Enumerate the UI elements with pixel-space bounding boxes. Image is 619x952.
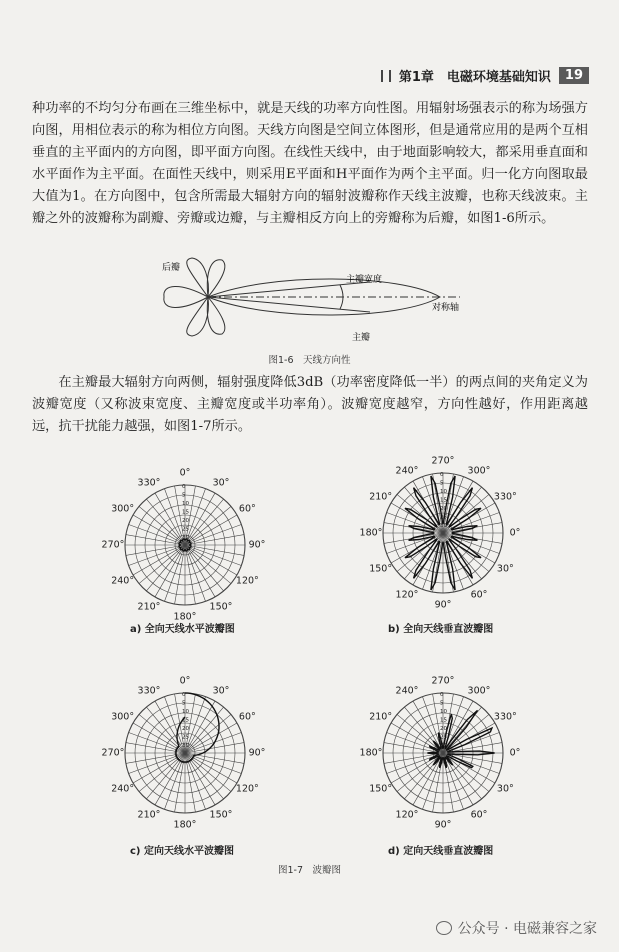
polar-plot-a	[100, 460, 270, 630]
ring-label: 5	[182, 700, 186, 707]
angle-label: 0°	[509, 527, 521, 539]
polar-grid	[100, 668, 270, 838]
angle-label: 300°	[111, 503, 135, 515]
angle-label: 270°	[431, 455, 455, 467]
angle-label: 90°	[434, 599, 452, 611]
figure-1-6-caption: 图1-6 天线方向性	[268, 355, 351, 366]
angle-label: 30°	[212, 477, 230, 489]
plot-a-caption: a) 全向天线水平波瓣图	[130, 624, 235, 635]
angle-label: 120°	[395, 809, 419, 821]
angle-label: 180°	[359, 747, 383, 759]
angle-label: 30°	[212, 685, 230, 697]
label-beam-width: 主瓣宽度	[346, 275, 383, 285]
ring-label: 30	[182, 743, 189, 749]
label-back-lobe: 后瓣	[162, 263, 181, 273]
wechat-icon	[436, 921, 452, 935]
angle-label: 0°	[179, 675, 191, 687]
angle-label: 300°	[467, 685, 491, 697]
ring-label: 25	[182, 734, 189, 741]
angle-label: 120°	[235, 783, 259, 795]
angle-label: 210°	[137, 601, 161, 613]
polar-grid	[358, 448, 528, 618]
angle-label: 0°	[179, 467, 191, 479]
angle-label: 60°	[238, 503, 256, 515]
ring-label: 25	[440, 514, 447, 521]
angle-label: 330°	[137, 477, 161, 489]
ring-label: 10	[182, 709, 189, 715]
polar-grid	[100, 460, 270, 630]
angle-label: 210°	[369, 711, 393, 723]
ring-label: 0	[182, 484, 186, 490]
plot-d-caption: d) 定向天线垂直波瓣图	[388, 846, 494, 857]
ring-label: 15	[440, 717, 447, 724]
angle-label: 300°	[467, 465, 491, 477]
antenna-directivity-diagram	[150, 252, 480, 347]
angle-label: 150°	[209, 809, 233, 821]
angle-label: 210°	[137, 809, 161, 821]
angle-label: 270°	[101, 747, 125, 759]
ring-label: 0	[440, 692, 444, 698]
watermark	[436, 918, 597, 938]
angle-label: 240°	[395, 465, 419, 477]
angle-label: 30°	[496, 563, 514, 575]
ring-label: 20	[440, 506, 447, 512]
ring-label: 15	[182, 509, 189, 516]
side-lobe-lower-2	[207, 297, 225, 334]
figure-1-6	[150, 252, 480, 347]
label-main-lobe: 主瓣	[352, 333, 371, 343]
ring-label: 15	[182, 717, 189, 724]
plot-b-caption: b) 全向天线垂直波瓣图	[388, 624, 494, 635]
angle-label: 180°	[173, 611, 197, 623]
ring-label: 20	[182, 726, 189, 732]
angle-label: 150°	[209, 601, 233, 613]
ring-label: 0	[182, 692, 186, 698]
ring-label: 25	[182, 526, 189, 533]
angle-label: 240°	[111, 783, 135, 795]
angle-label: 180°	[173, 819, 197, 831]
angle-label: 180°	[359, 527, 383, 539]
chapter-marker-icon	[381, 70, 391, 82]
ring-label: 5	[440, 700, 444, 707]
angle-label: 240°	[395, 685, 419, 697]
side-lobe-lower-1	[187, 297, 209, 336]
angle-label: 270°	[101, 539, 125, 551]
figure-1-7-caption: 图1-7 波瓣图	[277, 865, 342, 876]
polar-grid	[358, 668, 528, 838]
angle-label: 210°	[369, 491, 393, 503]
angle-label: 0°	[509, 747, 521, 759]
angle-label: 270°	[431, 675, 455, 687]
angle-label: 150°	[369, 783, 393, 795]
angle-label: 240°	[111, 575, 135, 587]
back-lobe-shape	[164, 286, 208, 307]
ring-label: 20	[182, 518, 189, 524]
ring-label: 20	[440, 726, 447, 732]
angle-label: 330°	[493, 491, 517, 503]
angle-label: 120°	[235, 575, 259, 587]
ring-label: 10	[182, 501, 189, 507]
side-lobe-upper-1	[187, 258, 209, 297]
watermark-text: 公众号 · 电磁兼容之家	[457, 921, 597, 937]
angle-label: 120°	[395, 589, 419, 601]
angle-label: 150°	[369, 563, 393, 575]
ring-label: 5	[182, 492, 186, 499]
chapter-title: 第1章 电磁环境基础知识	[398, 70, 551, 85]
side-lobe-upper-2	[207, 260, 225, 297]
page-header	[381, 66, 589, 85]
angle-label: 90°	[248, 539, 266, 551]
polar-plot-c	[100, 668, 270, 838]
page-number: 19	[559, 67, 589, 84]
angle-label: 90°	[248, 747, 266, 759]
ring-label: 30	[440, 743, 447, 749]
body-paragraph-2: 在主瓣最大辐射方向两侧，辐射强度降低3dB（功率密度降低一半）的两点间的夹角定义为波瓣宽度（又称波束宽度、主瓣宽度或半功率角）。波瓣宽度越窄，方向性越好，作用距离越远，抗干扰能力越强，如图1-7所示。	[32, 375, 588, 434]
angle-label: 60°	[238, 711, 256, 723]
angle-label: 330°	[493, 711, 517, 723]
body-paragraph-1: 种功率的不均匀分布画在三维坐标中，就是天线的功率方向性图。用辐射场强表示的称为场强方向图，用相位表示的称为相位方向图。天线方向图是空间立体图形，但是通常应用的是两个互相垂直的主平面内的方向图，即平面方向图。在线性天线中，由于地面影响较大，都采用垂直面和水平面作为主平面。在面性天线中，则采用E平面和H平面作为两个主平面。归一化方向图取最大值为1。在方向图中，包含所需最大辐射方向的辐射波瓣称作天线主波瓣，也称天线波束。主瓣之外的波瓣称为副瓣、旁瓣或边瓣，与主瓣相反方向上的旁瓣称为后瓣，如图1-6所示。	[32, 101, 588, 226]
ring-label: 15	[440, 497, 447, 504]
angle-label: 90°	[434, 819, 452, 831]
angle-label: 300°	[111, 711, 135, 723]
ring-label: 10	[440, 709, 447, 715]
ring-label: 25	[440, 734, 447, 741]
plot-c-caption: c) 定向天线水平波瓣图	[130, 846, 234, 857]
label-symmetry-axis: 对称轴	[432, 303, 460, 313]
angle-label: 60°	[470, 809, 488, 821]
ring-label: 5	[440, 480, 444, 487]
angle-label: 30°	[496, 783, 514, 795]
ring-label: 10	[440, 489, 447, 495]
angle-label: 330°	[137, 685, 161, 697]
angle-label: 60°	[470, 589, 488, 601]
polar-plot-d	[358, 668, 528, 838]
polar-plot-b	[358, 448, 528, 618]
ring-label: 30	[182, 535, 189, 541]
ring-label: 30	[440, 523, 447, 529]
ring-label: 0	[440, 472, 444, 478]
